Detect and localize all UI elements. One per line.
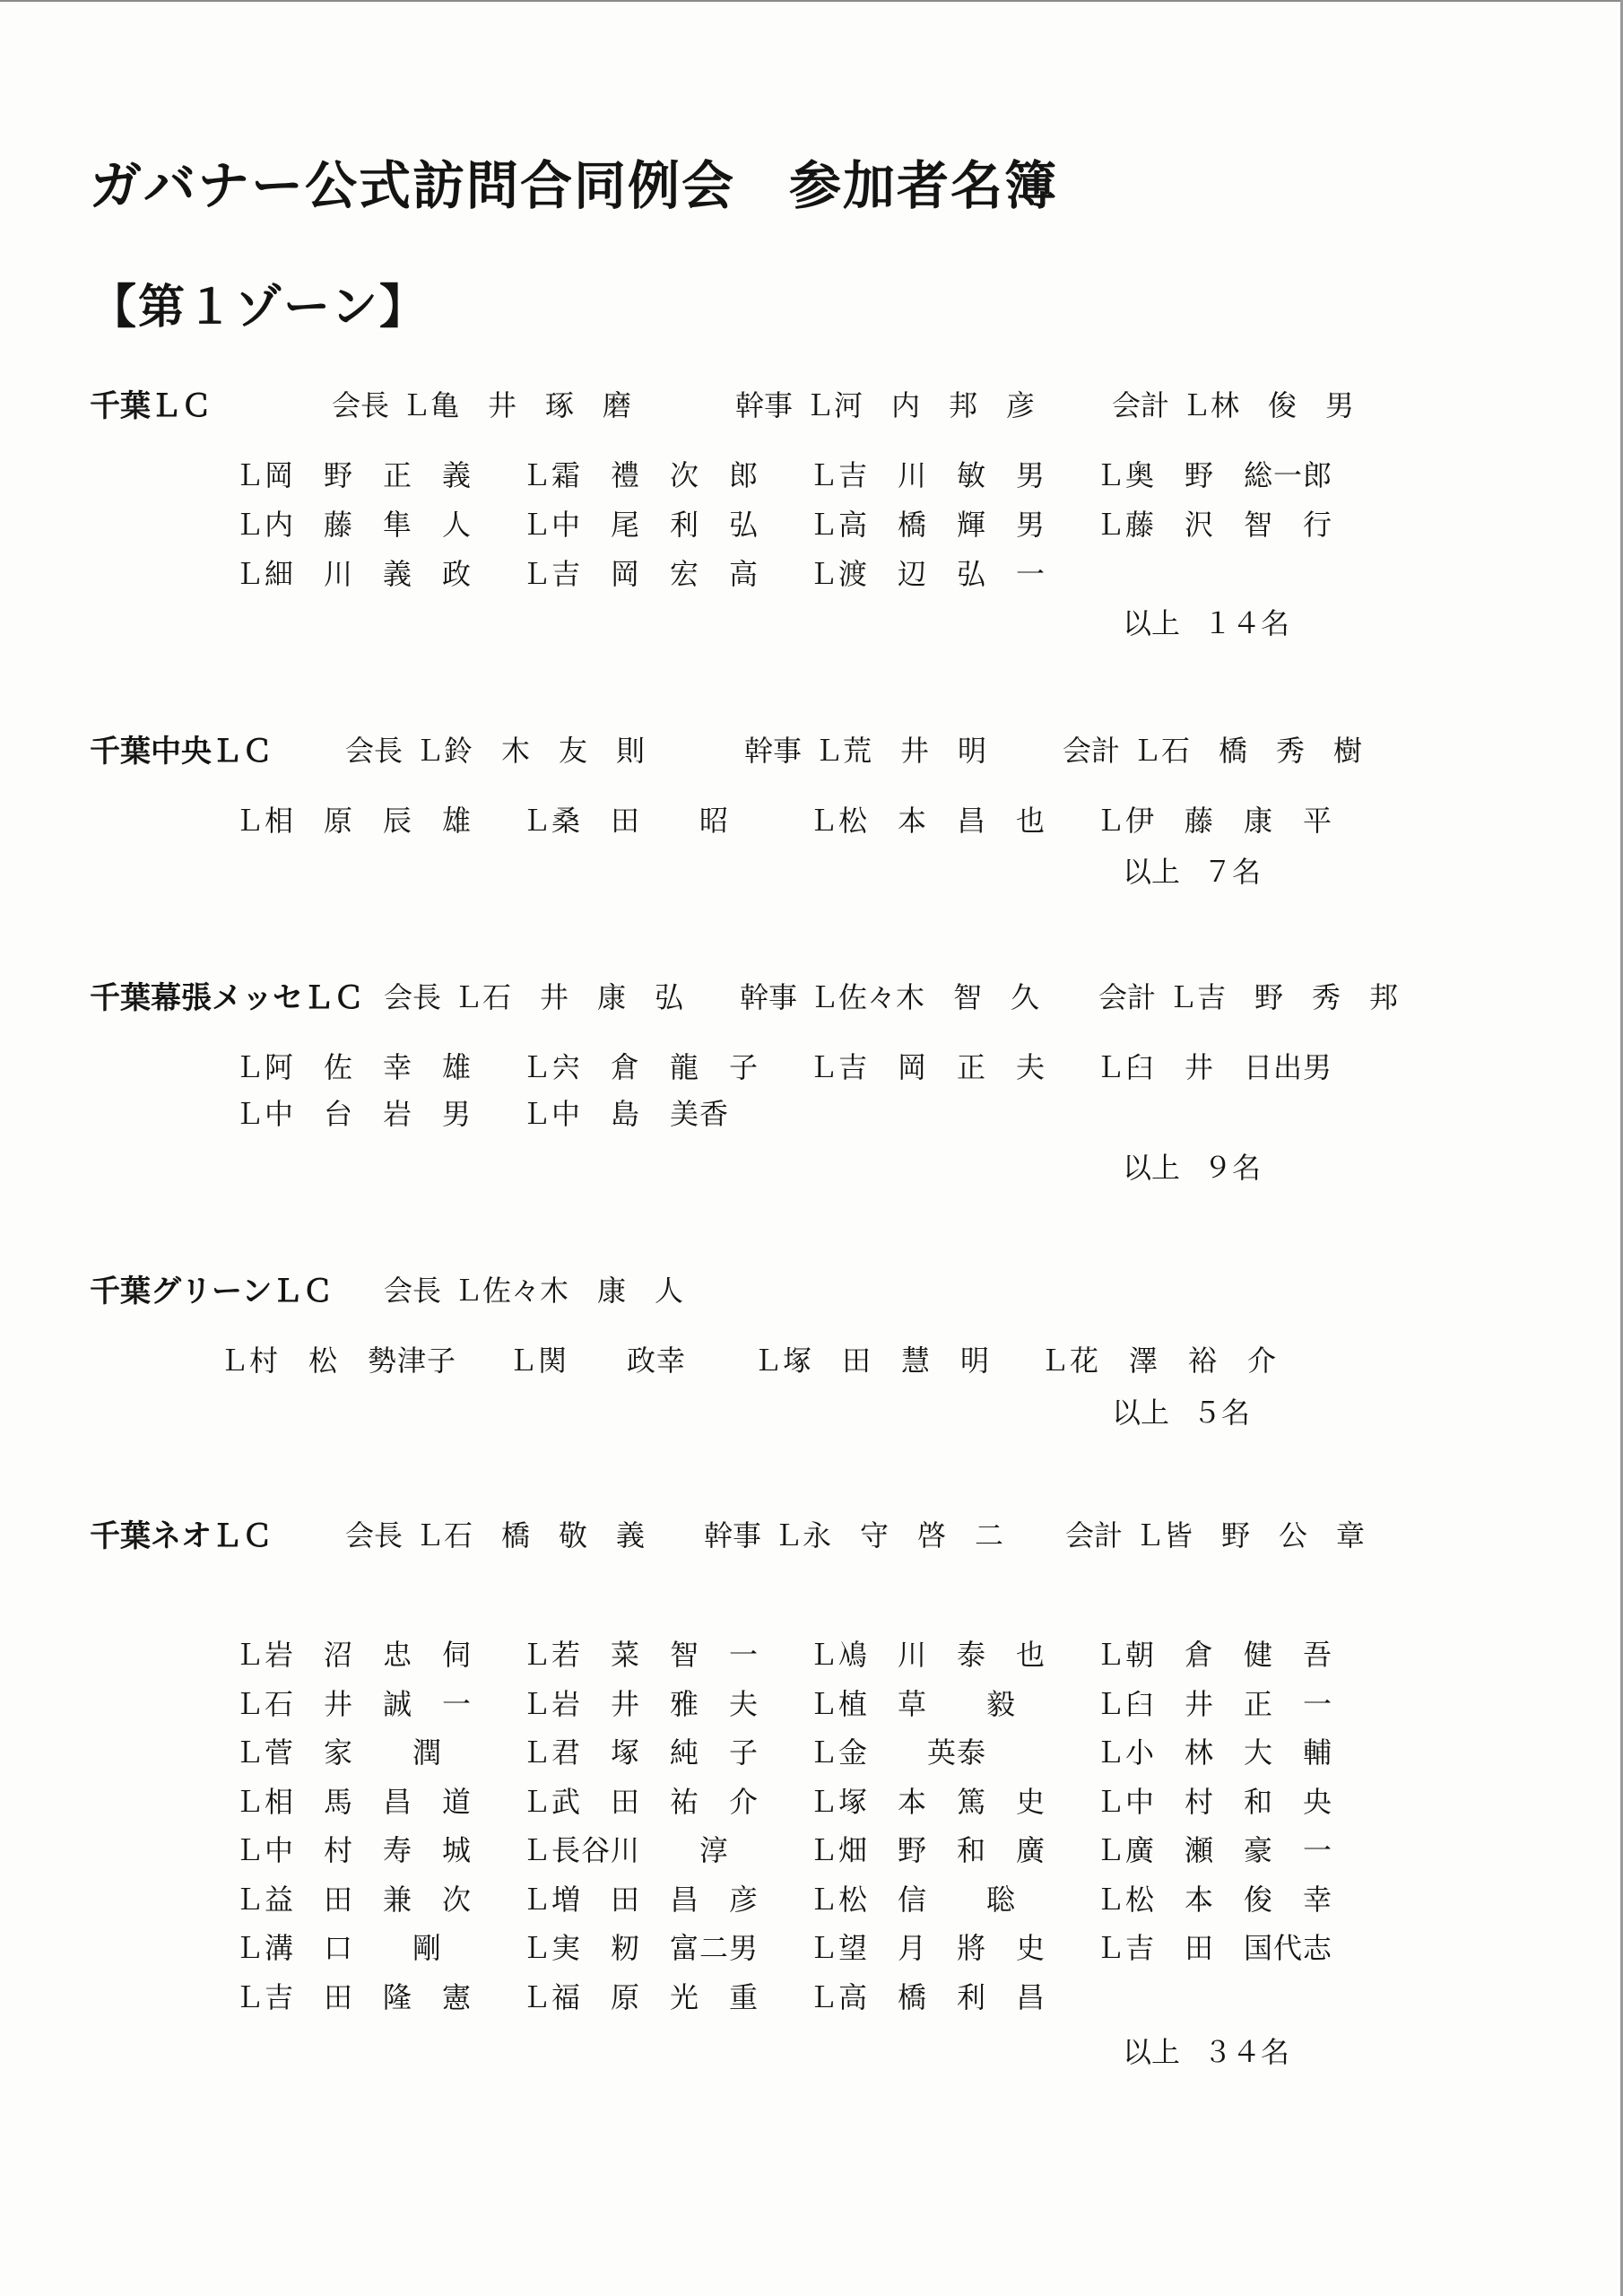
member-name: Ｌ高 橋 利 昌	[809, 1979, 1046, 2014]
officer-name: Ｌ佐々木 康 人	[454, 1274, 684, 1308]
member-name: Ｌ福 原 光 重	[522, 1979, 759, 2014]
member-name: Ｌ岩 井 雅 夫	[522, 1686, 759, 1721]
officer-entry	[384, 975, 683, 1016]
member-name: Ｌ伊 藤 康 平	[1096, 804, 1333, 838]
member-name: Ｌ溝 口 剛	[235, 1931, 443, 1965]
club-name: 千葉幕張メッセＬＣ	[90, 980, 364, 1016]
officer-role: 幹事	[735, 388, 794, 422]
officer-entry	[740, 975, 1039, 1016]
club-name: 千葉グリーンＬＣ	[90, 1274, 334, 1309]
officer-entry	[1065, 1513, 1365, 1554]
member-name: Ｌ松 本 俊 幸	[1096, 1882, 1333, 1917]
zone-heading: 【第１ゾーン】	[90, 280, 428, 335]
member-total	[1123, 1145, 1261, 1187]
officer-role: 幹事	[740, 980, 798, 1014]
officer-role: 会長	[332, 388, 390, 422]
member-name: Ｌ若 菜 智 一	[522, 1638, 759, 1672]
member-total	[1123, 2030, 1289, 2071]
member-name: Ｌ細 川 義 政	[235, 557, 473, 591]
member-total	[1123, 601, 1289, 642]
officer-role: 会計	[1098, 980, 1157, 1014]
member-name: Ｌ阿 佐 幸 雄	[235, 1050, 473, 1084]
officer-name: Ｌ永 守 啓 二	[774, 1518, 1004, 1552]
officer-name: Ｌ石 橋 秀 樹	[1133, 734, 1363, 768]
member-name: Ｌ吉 岡 正 夫	[809, 1050, 1046, 1084]
officer-role: 幹事	[704, 1518, 762, 1552]
officer-role: 会長	[384, 1274, 442, 1308]
member-name: Ｌ小 林 大 輔	[1096, 1735, 1333, 1770]
club-name: 千葉ＬＣ	[90, 388, 212, 424]
officer-entry	[345, 1513, 645, 1554]
officer-entry	[345, 728, 645, 770]
member-total	[1112, 1390, 1250, 1431]
officer-role: 会長	[345, 734, 404, 768]
officer-name: Ｌ鈴 木 友 則	[415, 734, 646, 768]
member-name: Ｌ内 藤 隼 人	[235, 508, 473, 542]
document-title: ガバナー公式訪問合同例会 参加者名簿	[90, 155, 1059, 216]
total-label: 以上	[1112, 1396, 1170, 1430]
member-name: Ｌ益 田 兼 次	[235, 1882, 473, 1917]
officer-role: 会計	[1065, 1518, 1124, 1552]
total-label: 以上	[1123, 606, 1181, 640]
officer-name: Ｌ石 橋 敬 義	[415, 1518, 646, 1552]
total-count: ７名	[1203, 855, 1262, 889]
member-name: Ｌ実 籾 富二男	[522, 1931, 759, 1965]
officer-role: 会計	[1112, 388, 1170, 422]
member-name: Ｌ臼 井 日出男	[1096, 1050, 1333, 1084]
officer-entry	[384, 1268, 683, 1309]
member-name: Ｌ中 村 和 央	[1096, 1784, 1333, 1819]
member-name: Ｌ奥 野 総一郎	[1096, 458, 1333, 492]
officer-name: Ｌ石 井 康 弘	[454, 980, 684, 1014]
member-name: Ｌ武 田 祐 介	[522, 1784, 759, 1819]
member-name: Ｌ関 政幸	[508, 1344, 687, 1378]
member-name: Ｌ松 本 昌 也	[809, 804, 1046, 838]
member-name: Ｌ高 橋 輝 男	[809, 508, 1046, 542]
member-name: Ｌ君 塚 純 子	[522, 1735, 759, 1770]
member-name: Ｌ中 村 寿 城	[235, 1833, 473, 1867]
member-name: Ｌ中 島 美香	[522, 1097, 730, 1131]
officer-name: Ｌ亀 井 琢 磨	[402, 388, 632, 422]
member-total	[1123, 849, 1261, 891]
club-name: 千葉中央ＬＣ	[90, 734, 273, 770]
officer-entry	[735, 383, 1035, 424]
member-name: Ｌ藤 沢 智 行	[1096, 508, 1333, 542]
total-label: 以上	[1123, 855, 1181, 889]
member-name: Ｌ臼 井 正 一	[1096, 1686, 1333, 1721]
member-name: Ｌ望 月 將 史	[809, 1931, 1046, 1965]
member-name: Ｌ岡 野 正 義	[235, 458, 473, 492]
member-name: Ｌ塚 田 慧 明	[753, 1344, 991, 1378]
officer-role: 会長	[345, 1518, 404, 1552]
member-name: Ｌ吉 岡 宏 高	[522, 557, 759, 591]
total-count: ３４名	[1203, 2035, 1290, 2069]
member-name: Ｌ朝 倉 健 吾	[1096, 1638, 1333, 1672]
member-name: Ｌ廣 瀬 豪 一	[1096, 1833, 1333, 1867]
member-name: Ｌ吉 田 隆 憲	[235, 1979, 473, 2014]
officer-entry	[704, 1513, 1003, 1554]
member-name: Ｌ渡 辺 弘 一	[809, 557, 1046, 591]
member-name: Ｌ相 原 辰 雄	[235, 804, 473, 838]
officer-name: Ｌ佐々木 智 久	[810, 980, 1040, 1014]
officer-entry	[744, 728, 986, 770]
officer-entry	[1098, 975, 1398, 1016]
officer-entry	[332, 383, 631, 424]
member-name: Ｌ鳰 川 泰 也	[809, 1638, 1046, 1672]
officer-name: Ｌ林 俊 男	[1182, 388, 1355, 422]
member-name: Ｌ宍 倉 龍 子	[522, 1050, 759, 1084]
member-name: Ｌ菅 家 潤	[235, 1735, 443, 1770]
member-name: Ｌ金 英泰	[809, 1735, 987, 1770]
officer-role: 幹事	[744, 734, 803, 768]
member-name: Ｌ植 草 毅	[809, 1686, 1017, 1721]
member-name: Ｌ増 田 昌 彦	[522, 1882, 759, 1917]
member-name: Ｌ相 馬 昌 道	[235, 1784, 473, 1819]
officer-name: Ｌ荒 井 明	[814, 734, 987, 768]
total-count: ９名	[1203, 1151, 1262, 1185]
officer-entry	[1063, 728, 1362, 770]
member-name: Ｌ村 松 勢津子	[220, 1344, 457, 1378]
member-name: Ｌ松 信 聡	[809, 1882, 1017, 1917]
officer-name: Ｌ河 内 邦 彦	[805, 388, 1036, 422]
officer-name: Ｌ皆 野 公 章	[1135, 1518, 1366, 1552]
member-name: Ｌ霜 禮 次 郎	[522, 458, 759, 492]
member-name: Ｌ吉 田 国代志	[1096, 1931, 1333, 1965]
total-label: 以上	[1123, 1151, 1181, 1185]
member-name: Ｌ石 井 誠 一	[235, 1686, 473, 1721]
total-label: 以上	[1123, 2035, 1181, 2069]
officer-role: 会長	[384, 980, 442, 1014]
officer-role: 会計	[1063, 734, 1121, 768]
member-name: Ｌ畑 野 和 廣	[809, 1833, 1046, 1867]
member-name: Ｌ長谷川 淳	[522, 1833, 730, 1867]
member-name: Ｌ桑 田 昭	[522, 804, 730, 838]
member-name: Ｌ中 台 岩 男	[235, 1097, 473, 1131]
member-name: Ｌ中 尾 利 弘	[522, 508, 759, 542]
member-name: Ｌ塚 本 篤 史	[809, 1784, 1046, 1819]
member-name: Ｌ岩 沼 忠 伺	[235, 1638, 473, 1672]
total-count: １４名	[1203, 606, 1290, 640]
member-name: Ｌ吉 川 敏 男	[809, 458, 1046, 492]
club-name: 千葉ネオＬＣ	[90, 1518, 273, 1554]
total-count: ５名	[1193, 1396, 1251, 1430]
scan-edge-top	[0, 0, 1623, 2]
member-name: Ｌ花 澤 裕 介	[1040, 1344, 1278, 1378]
officer-entry	[1112, 383, 1354, 424]
officer-name: Ｌ吉 野 秀 邦	[1168, 980, 1399, 1014]
